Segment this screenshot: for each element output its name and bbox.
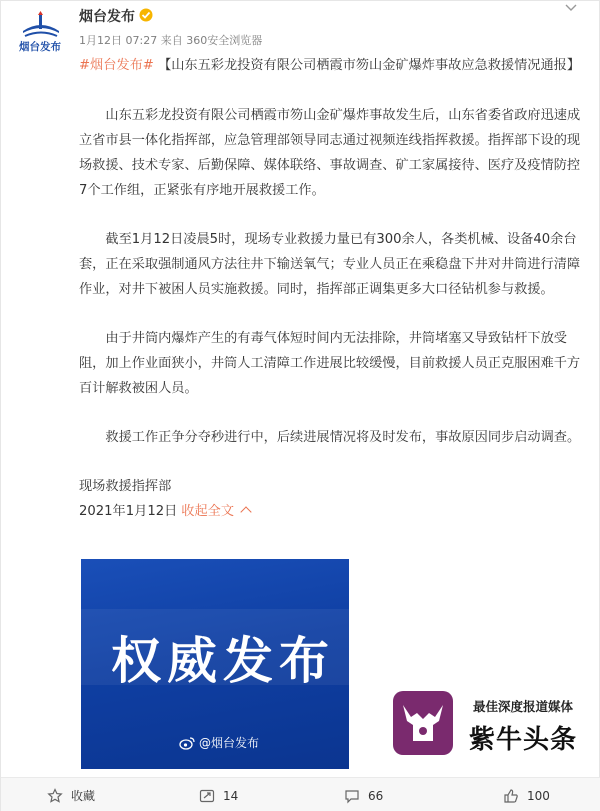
chevron-up-icon bbox=[240, 506, 251, 517]
avatar[interactable] bbox=[19, 9, 63, 53]
post-source: 来自 360安全浏览器 bbox=[160, 34, 263, 47]
comment-button[interactable] bbox=[344, 778, 383, 811]
signoff: 现场救援指挥部 bbox=[79, 479, 172, 494]
comment-count: 66 bbox=[368, 788, 384, 803]
favorite-button[interactable] bbox=[47, 778, 95, 811]
collapse-label: 收起全文 bbox=[181, 504, 235, 519]
repost-count: 14 bbox=[223, 788, 239, 803]
post-date: 2021年1月12日 bbox=[79, 504, 178, 519]
comment-icon bbox=[344, 788, 360, 804]
hashtag-link[interactable]: #烟台发布# bbox=[79, 58, 154, 73]
image-watermark bbox=[179, 734, 259, 751]
repost-icon bbox=[199, 788, 215, 804]
post-content bbox=[79, 53, 587, 524]
favorite-label: 收藏 bbox=[71, 789, 96, 803]
date-line bbox=[79, 499, 587, 524]
repost-button[interactable] bbox=[199, 778, 238, 811]
collapse-button[interactable] bbox=[181, 504, 250, 519]
ziniu-logo-icon bbox=[393, 691, 453, 755]
thumbs-up-icon bbox=[503, 788, 519, 804]
chevron-down-icon[interactable] bbox=[564, 1, 578, 15]
post-headline bbox=[79, 53, 587, 78]
avatar-label: 烟台发布 bbox=[19, 41, 61, 53]
post-meta bbox=[79, 32, 262, 48]
paragraph-4: 救援工作正争分夺秒进行中，后续进展情况将及时发布，事故原因同步启动调查。 bbox=[105, 430, 581, 445]
brand-name: 紫牛头条 bbox=[469, 725, 578, 755]
verified-badge-icon bbox=[139, 8, 153, 22]
image-headline: 权威发布 bbox=[111, 632, 335, 690]
star-icon bbox=[47, 788, 63, 804]
post-actions-bar bbox=[1, 777, 600, 811]
like-button[interactable] bbox=[503, 778, 550, 811]
like-count: 100 bbox=[527, 788, 550, 803]
post-time[interactable]: 1月12日 07:27 bbox=[79, 34, 158, 47]
headline-text: 【山东五彩龙投资有限公司栖霞市笏山金矿爆炸事故应急救援情况通报】 bbox=[158, 58, 581, 73]
watermark-text: @烟台发布 bbox=[199, 736, 260, 750]
paragraph-3: 由于井筒内爆炸产生的有毒气体短时间内无法排除，井筒堵塞又导致钻杆下放受阻，加上作业面狭小，井筒人工清障工作进展比较缓慢，目前救援人员正克服困难千方百计解救被困人员。 bbox=[79, 331, 581, 396]
paragraph-1: 山东五彩龙投资有限公司栖霞市笏山金矿爆炸事故发生后，山东省委省政府迅速成立省市县一体化指挥部，应急管理部领导同志通过视频连线指挥救援。指挥部下设的现场救援、技术专家、后勤保障、媒体联络、事故调查、矿工家属接待、医疗及疫情防控7个工作组，正紧张有序地开展救援工作。 bbox=[79, 108, 581, 198]
brand-slogan: 最佳深度报道媒体 bbox=[473, 699, 574, 714]
paragraph-2: 截至1月12日凌晨5时，现场专业救援力量已有300余人，各类机械、设备40余台套，正在采取强制通风方法往井下输送氧气；专业人员正在乘稳盘下井对井筒进行清障作业，对井下被困人员实施救援。同时，指挥部正调集更多大口径钻机参与救援。 bbox=[79, 232, 581, 297]
post-image[interactable] bbox=[81, 559, 349, 769]
account-name[interactable]: 烟台发布 bbox=[79, 9, 135, 25]
weibo-logo-icon bbox=[179, 736, 195, 750]
